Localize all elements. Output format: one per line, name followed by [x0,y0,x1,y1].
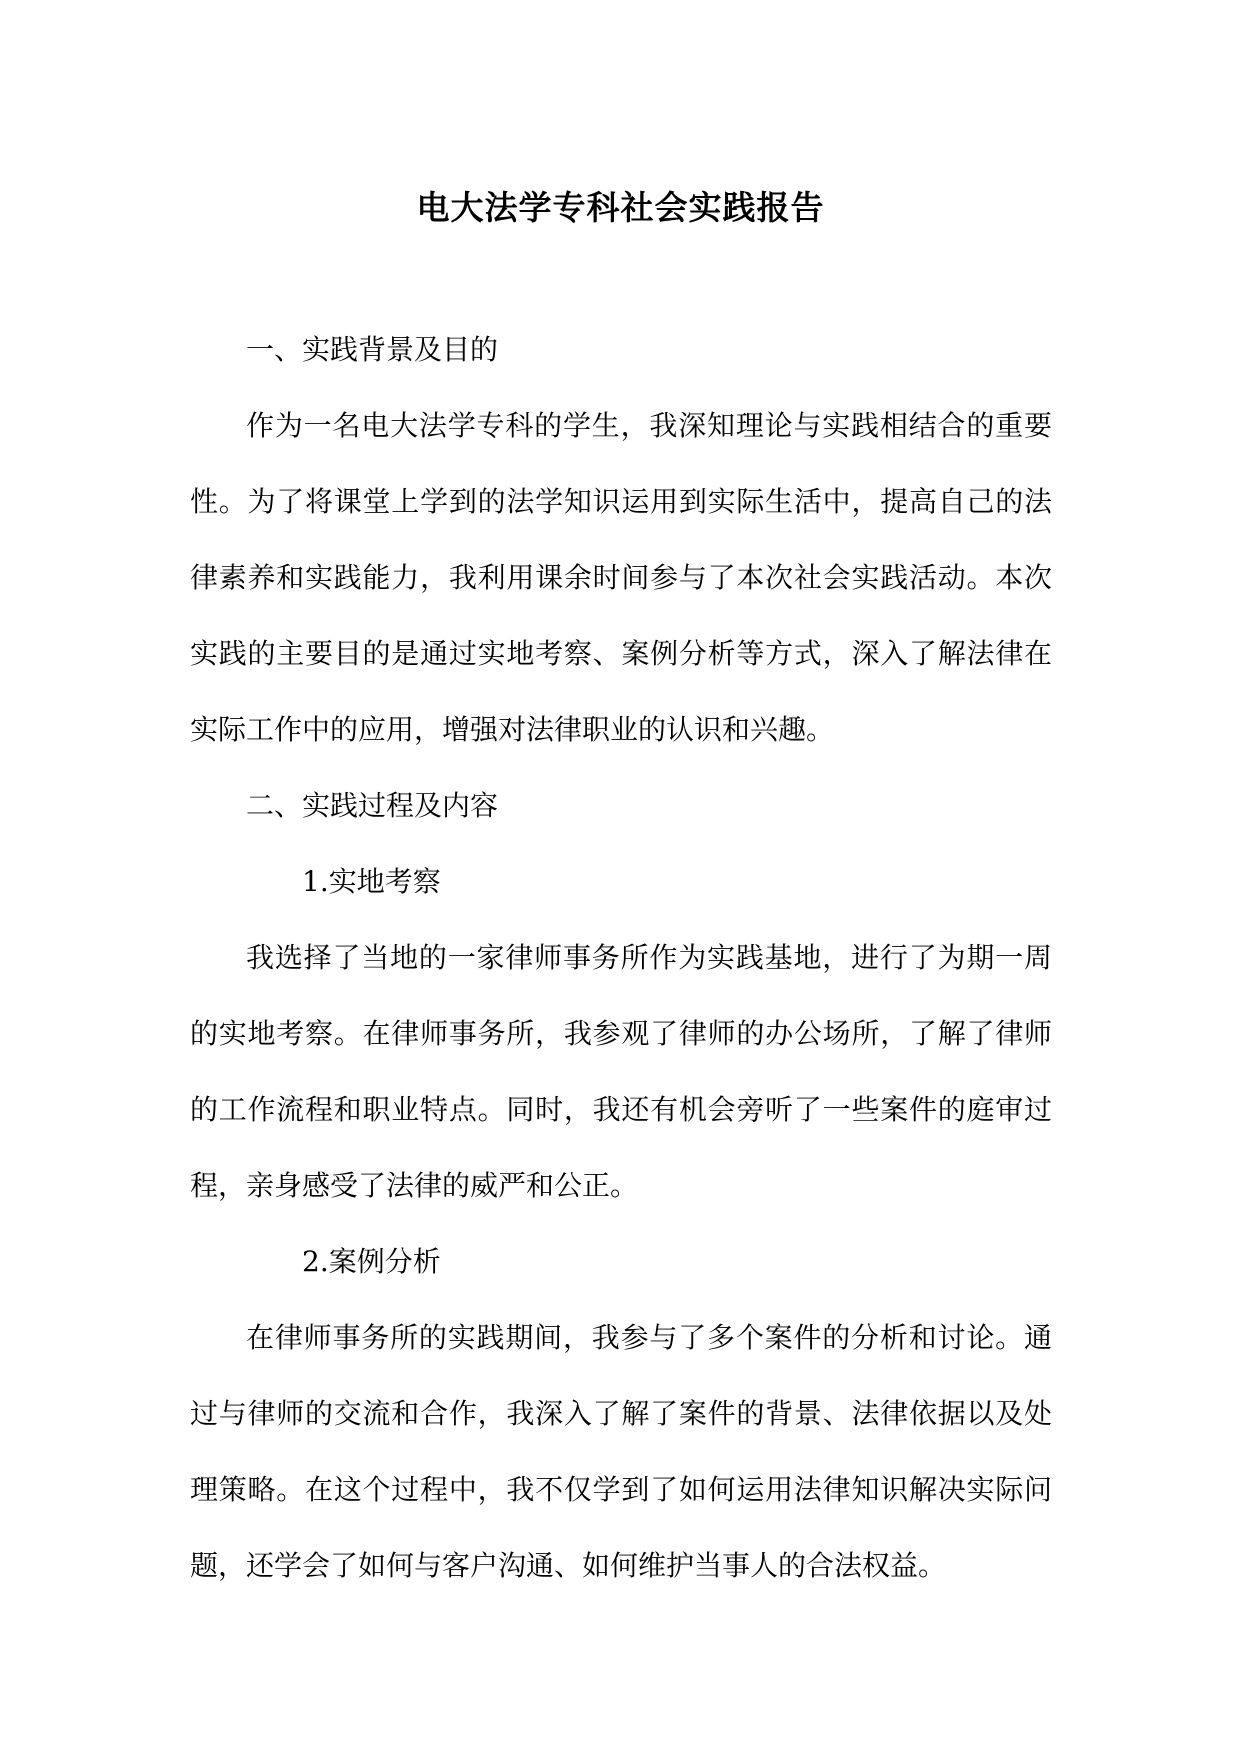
subsection-title: 实地考察 [328,865,441,898]
document-body [190,312,1052,1604]
paragraph-case-analysis: 在律师事务所的实践期间，我参与了多个案件的分析和讨论。通过与律师的交流和合作，我深入了解了案件的背景、法律依据以及处理策略。在这个过程中，我不仅学到了如何运用法律知识解决实际问题，还学会了如何与客户沟通、如何维护当事人的合法权益。 [190,1321,1052,1582]
subsection-heading-field-visit [190,844,1052,920]
section-heading-process: 二、实践过程及内容 [246,789,499,822]
section-heading-background: 一、实践背景及目的 [246,333,499,366]
paragraph-background: 作为一名电大法学专科的学生，我深知理论与实践相结合的重要性。为了将课堂上学到的法学知识运用到实际生活中，提高自己的法律素养和实践能力，我利用课余时间参与了本次社会实践活动。本次实践的主要目的是通过实地考察、案例分析等方式，深入了解法律在实际工作中的应用，增强对法律职业的认识和兴趣。 [190,409,1052,746]
subsection-number: 1. [302,865,329,898]
document-title: 电大法学专科社会实践报告 [416,188,825,227]
subsection-title: 案例分析 [328,1245,441,1278]
paragraph-field-visit: 我选择了当地的一家律师事务所作为实践基地，进行了为期一周的实地考察。在律师事务所，我参观了律师的办公场所，了解了律师的工作流程和职业特点。同时，我还有机会旁听了一些案件的庭审过程，亲身感受了法律的威严和公正。 [190,941,1052,1202]
subsection-heading-case-analysis [190,1224,1052,1300]
subsection-number: 2. [302,1245,329,1278]
